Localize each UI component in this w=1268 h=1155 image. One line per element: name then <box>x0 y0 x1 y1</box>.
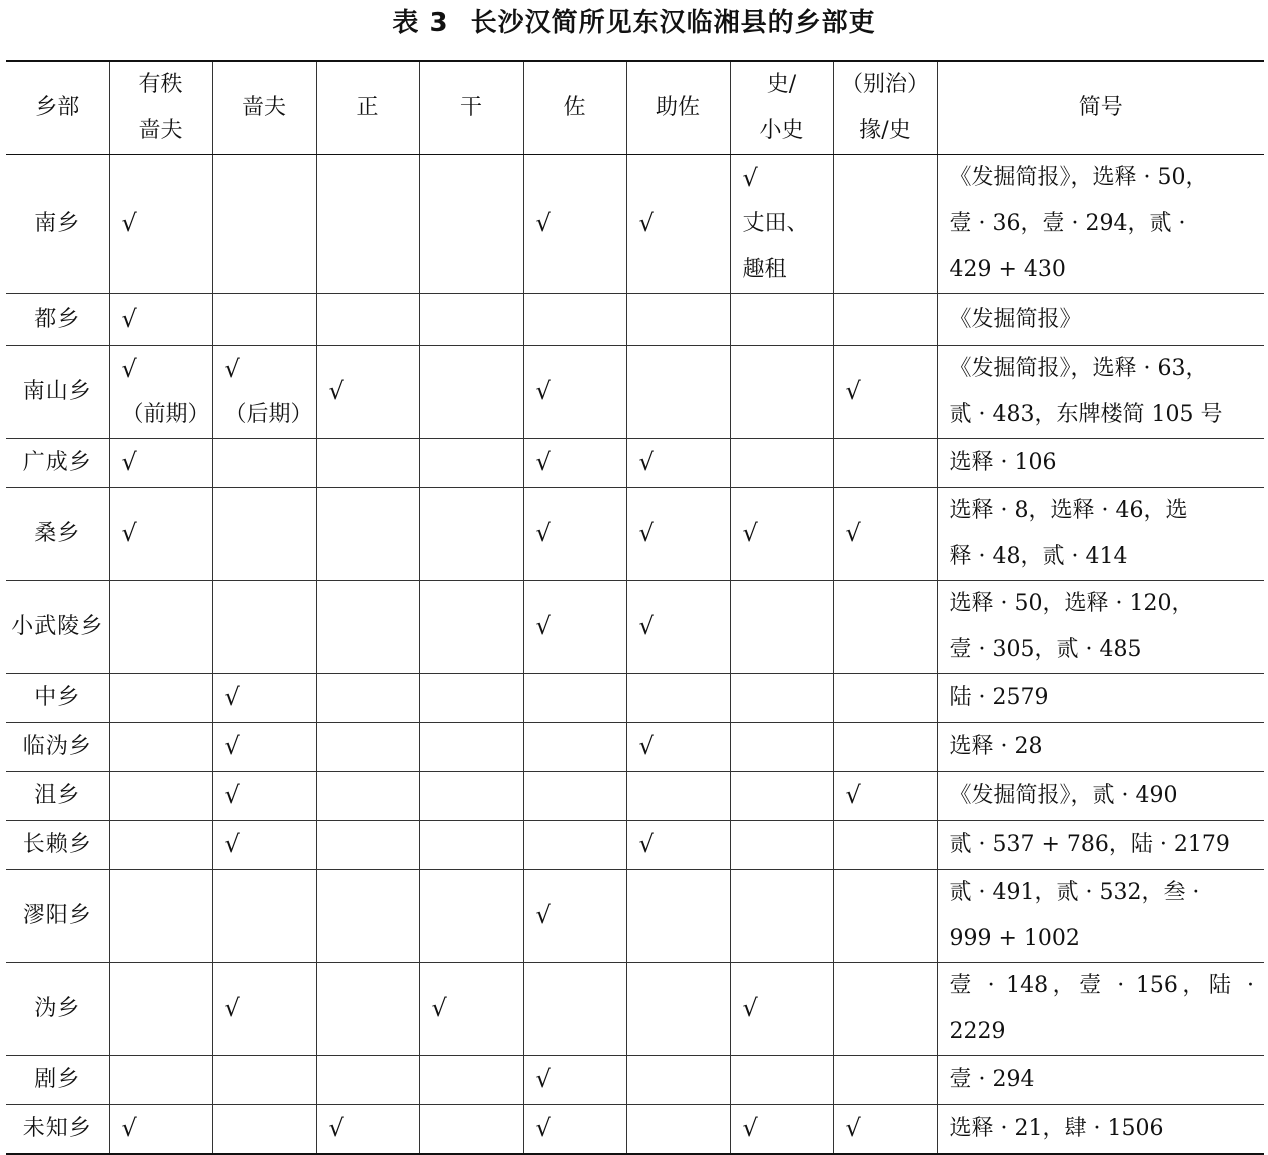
cell-gan <box>419 439 523 488</box>
cell-zheng <box>316 488 419 581</box>
slip-number-line: 贰 · 483，东牌楼简 105 号 <box>949 402 1223 427</box>
slip-number-cell <box>937 439 1264 488</box>
cell-zuo <box>523 963 626 1056</box>
cell-biezhi <box>833 1056 937 1105</box>
cell-biezhi <box>833 294 937 346</box>
cell-biezhi <box>833 963 937 1056</box>
cell-sefu <box>212 439 316 488</box>
slip-number-line: 《发掘简报》，选释 · 63， <box>949 356 1208 381</box>
cell-sefu <box>212 674 316 723</box>
cell-sefu <box>212 488 316 581</box>
table-row <box>6 870 1264 963</box>
table-number: 表 3 <box>392 8 449 38</box>
slip-number-line: 《发掘简报》 <box>949 306 1082 332</box>
slip-number-line: 壹 · 305，贰 · 485 <box>949 637 1142 662</box>
xiang-name-cell: 沩乡 <box>6 963 109 1056</box>
slip-number-cell <box>937 772 1264 821</box>
cell-zhuzuo <box>626 723 730 772</box>
cell-gan <box>419 963 523 1056</box>
check-mark: √ <box>535 1114 551 1142</box>
cell-note: （前期） <box>121 402 210 427</box>
check-mark: √ <box>535 1065 551 1093</box>
cell-gan <box>419 581 523 674</box>
check-mark: √ <box>638 519 654 547</box>
cell-zuo <box>523 674 626 723</box>
cell-biezhi <box>833 346 937 439</box>
slip-number-line: 《发掘简报》，贰 · 490 <box>949 783 1178 808</box>
cell-zuo <box>523 294 626 346</box>
cell-note: （后期） <box>224 402 313 427</box>
header-line: 小史 <box>759 118 804 143</box>
xiang-name-cell: 沮乡 <box>6 772 109 821</box>
xiang-name-cell: 剧乡 <box>6 1056 109 1105</box>
cell-sefu <box>212 821 316 870</box>
table-row <box>6 155 1264 294</box>
check-mark: √ <box>742 994 758 1022</box>
cell-sefu <box>212 1056 316 1105</box>
cell-biezhi <box>833 772 937 821</box>
xiang-name-cell: 南乡 <box>6 155 109 294</box>
check-mark: √ <box>638 612 654 640</box>
slip-number-line: 贰 · 537 + 786，陆 · 2179 <box>949 832 1230 857</box>
check-mark: √ <box>535 448 551 476</box>
cell-zuo <box>523 1056 626 1105</box>
check-mark: √ <box>224 683 240 711</box>
cell-zhuzuo <box>626 674 730 723</box>
cell-biezhi <box>833 674 937 723</box>
cell-shi <box>730 1056 833 1105</box>
xiang-name-cell: 漻阳乡 <box>6 870 109 963</box>
slip-number-cell <box>937 346 1264 439</box>
cell-zheng <box>316 674 419 723</box>
cell-biezhi <box>833 870 937 963</box>
xiang-name-cell: 小武陵乡 <box>6 581 109 674</box>
table-row <box>6 294 1264 346</box>
slip-number-line: 选释 · 28 <box>949 734 1043 759</box>
cell-youzhi <box>109 581 212 674</box>
slip-number-line: 选释 · 50，选释 · 120， <box>949 591 1194 616</box>
cell-shi <box>730 488 833 581</box>
cell-youzhi <box>109 1056 212 1105</box>
cell-gan <box>419 488 523 581</box>
cell-zuo <box>523 488 626 581</box>
cell-biezhi <box>833 439 937 488</box>
header-zheng: 正 <box>316 61 419 155</box>
cell-zheng <box>316 581 419 674</box>
check-mark: √ <box>535 209 551 237</box>
check-mark: √ <box>535 901 551 929</box>
slip-number-line: 释 · 48，贰 · 414 <box>949 544 1128 569</box>
slip-number-line: 选释 · 8，选释 · 46，选 <box>949 498 1188 523</box>
check-mark: √ <box>742 1114 758 1142</box>
table-row <box>6 674 1264 723</box>
cell-youzhi <box>109 439 212 488</box>
cell-shi <box>730 772 833 821</box>
header-jianhao: 简号 <box>937 61 1264 155</box>
table-row <box>6 821 1264 870</box>
cell-gan <box>419 723 523 772</box>
cell-sefu <box>212 155 316 294</box>
header-gan: 干 <box>419 61 523 155</box>
cell-zheng <box>316 963 419 1056</box>
cell-zheng <box>316 155 419 294</box>
check-mark: √ <box>638 830 654 858</box>
check-mark: √ <box>121 209 137 237</box>
table-row <box>6 488 1264 581</box>
cell-zhuzuo <box>626 963 730 1056</box>
cell-zhuzuo <box>626 1056 730 1105</box>
cell-sefu <box>212 963 316 1056</box>
cell-youzhi <box>109 1105 212 1155</box>
cell-zhuzuo <box>626 346 730 439</box>
header-zuo: 佐 <box>523 61 626 155</box>
header-shi <box>730 61 833 155</box>
check-mark: √ <box>121 519 137 547</box>
check-mark: √ <box>535 612 551 640</box>
header-line: 掾/史 <box>859 118 911 143</box>
slip-number-line: 选释 · 106 <box>949 450 1057 475</box>
check-mark: √ <box>431 994 447 1022</box>
header-line: 有秩 <box>138 72 183 97</box>
cell-youzhi <box>109 870 212 963</box>
check-mark: √ <box>638 209 654 237</box>
cell-gan <box>419 1056 523 1105</box>
table-row <box>6 439 1264 488</box>
cell-biezhi <box>833 821 937 870</box>
slip-number-line: 999 + 1002 <box>949 926 1080 951</box>
cell-youzhi <box>109 821 212 870</box>
check-mark: √ <box>121 1114 137 1142</box>
cell-shi <box>730 346 833 439</box>
cell-zheng <box>316 723 419 772</box>
check-mark: √ <box>224 355 240 383</box>
cell-zhuzuo <box>626 439 730 488</box>
cell-note: 丈田、 <box>742 211 809 236</box>
slip-number-line: 壹 · 148，壹 · 156，陆 · 2229 <box>949 973 1254 1044</box>
cell-gan <box>419 772 523 821</box>
check-mark: √ <box>328 1114 344 1142</box>
cell-youzhi <box>109 772 212 821</box>
slip-number-cell <box>937 155 1264 294</box>
cell-youzhi <box>109 723 212 772</box>
cell-youzhi <box>109 294 212 346</box>
slip-number-cell <box>937 963 1264 1056</box>
cell-zuo <box>523 870 626 963</box>
check-mark: √ <box>224 994 240 1022</box>
check-mark: √ <box>224 830 240 858</box>
cell-gan <box>419 155 523 294</box>
cell-zhuzuo <box>626 821 730 870</box>
cell-youzhi <box>109 155 212 294</box>
cell-gan <box>419 870 523 963</box>
check-mark: √ <box>535 519 551 547</box>
cell-sefu <box>212 772 316 821</box>
cell-shi <box>730 870 833 963</box>
slip-number-line: 《发掘简报》，选释 · 50， <box>949 165 1208 190</box>
slip-number-cell <box>937 821 1264 870</box>
cell-zuo <box>523 772 626 821</box>
cell-shi <box>730 674 833 723</box>
xiang-name-cell: 广成乡 <box>6 439 109 488</box>
table-row <box>6 346 1264 439</box>
cell-gan <box>419 674 523 723</box>
check-mark: √ <box>638 448 654 476</box>
slip-number-line: 壹 · 294 <box>949 1067 1035 1092</box>
cell-zheng <box>316 439 419 488</box>
cell-youzhi <box>109 963 212 1056</box>
officials-table <box>6 60 1264 1155</box>
cell-sefu <box>212 723 316 772</box>
xiang-name-cell: 桑乡 <box>6 488 109 581</box>
cell-biezhi <box>833 155 937 294</box>
cell-zhuzuo <box>626 488 730 581</box>
table-caption: 长沙汉简所见东汉临湘县的乡部吏 <box>470 8 876 38</box>
cell-shi <box>730 821 833 870</box>
check-mark: √ <box>845 1114 861 1142</box>
check-mark: √ <box>845 781 861 809</box>
cell-zheng <box>316 772 419 821</box>
cell-gan <box>419 1105 523 1155</box>
cell-sefu <box>212 294 316 346</box>
xiang-name-cell: 未知乡 <box>6 1105 109 1155</box>
table-row <box>6 963 1264 1056</box>
cell-zheng <box>316 294 419 346</box>
header-line: 啬夫 <box>138 118 183 143</box>
cell-zhuzuo <box>626 581 730 674</box>
xiang-name-cell: 南山乡 <box>6 346 109 439</box>
slip-number-cell <box>937 1105 1264 1155</box>
cell-biezhi <box>833 488 937 581</box>
cell-zuo <box>523 581 626 674</box>
cell-youzhi <box>109 346 212 439</box>
check-mark: √ <box>121 355 137 383</box>
cell-gan <box>419 346 523 439</box>
header-sefu: 啬夫 <box>212 61 316 155</box>
slip-number-line: 壹 · 36，壹 · 294，贰 · <box>949 211 1186 236</box>
xiang-name-cell: 中乡 <box>6 674 109 723</box>
cell-zhuzuo <box>626 294 730 346</box>
cell-zhuzuo <box>626 870 730 963</box>
cell-shi <box>730 1105 833 1155</box>
cell-biezhi <box>833 581 937 674</box>
cell-shi <box>730 581 833 674</box>
slip-number-line: 选释 · 21，肆 · 1506 <box>949 1116 1164 1141</box>
slip-number-cell <box>937 581 1264 674</box>
cell-shi <box>730 723 833 772</box>
slip-number-cell <box>937 1056 1264 1105</box>
header-row <box>6 61 1264 155</box>
cell-gan <box>419 821 523 870</box>
cell-zheng <box>316 1105 419 1155</box>
cell-zhuzuo <box>626 772 730 821</box>
table-row <box>6 723 1264 772</box>
cell-zuo <box>523 821 626 870</box>
cell-sefu <box>212 870 316 963</box>
cell-sefu <box>212 1105 316 1155</box>
header-xiangbu: 乡部 <box>6 61 109 155</box>
slip-number-cell <box>937 674 1264 723</box>
check-mark: √ <box>121 448 137 476</box>
check-mark: √ <box>328 377 344 405</box>
slip-number-cell <box>937 488 1264 581</box>
cell-gan <box>419 294 523 346</box>
table-row <box>6 772 1264 821</box>
slip-number-line: 陆 · 2579 <box>949 685 1049 710</box>
check-mark: √ <box>742 164 758 192</box>
cell-zhuzuo <box>626 155 730 294</box>
cell-biezhi <box>833 723 937 772</box>
xiang-name-cell: 都乡 <box>6 294 109 346</box>
cell-zheng <box>316 1056 419 1105</box>
table-body <box>6 155 1264 1155</box>
cell-zheng <box>316 821 419 870</box>
xiang-name-cell: 临沩乡 <box>6 723 109 772</box>
header-youzhi-sefu <box>109 61 212 155</box>
cell-shi <box>730 155 833 294</box>
cell-sefu <box>212 346 316 439</box>
slip-number-cell <box>937 723 1264 772</box>
cell-shi <box>730 294 833 346</box>
cell-biezhi <box>833 1105 937 1155</box>
cell-youzhi <box>109 488 212 581</box>
cell-zuo <box>523 1105 626 1155</box>
cell-sefu <box>212 581 316 674</box>
slip-number-cell <box>937 870 1264 963</box>
table-row <box>6 1105 1264 1155</box>
check-mark: √ <box>845 377 861 405</box>
slip-number-cell <box>937 294 1264 346</box>
xiang-name-cell: 长赖乡 <box>6 821 109 870</box>
cell-shi <box>730 963 833 1056</box>
table-row <box>6 581 1264 674</box>
check-mark: √ <box>742 519 758 547</box>
cell-zhuzuo <box>626 1105 730 1155</box>
cell-zuo <box>523 155 626 294</box>
cell-shi <box>730 439 833 488</box>
cell-zuo <box>523 439 626 488</box>
cell-zheng <box>316 346 419 439</box>
cell-zuo <box>523 723 626 772</box>
table-row <box>6 1056 1264 1105</box>
slip-number-line: 429 + 430 <box>949 257 1066 282</box>
header-zhuzuo: 助佐 <box>626 61 730 155</box>
check-mark: √ <box>121 304 137 333</box>
cell-youzhi <box>109 674 212 723</box>
header-line: （别治） <box>840 72 929 97</box>
slip-number-line: 贰 · 491，贰 · 532，叁 · <box>949 880 1200 905</box>
table-title <box>0 2 1268 44</box>
header-biezhi <box>833 61 937 155</box>
check-mark: √ <box>638 732 654 760</box>
check-mark: √ <box>845 519 861 547</box>
check-mark: √ <box>535 377 551 405</box>
cell-note: 趣租 <box>742 257 787 282</box>
check-mark: √ <box>224 732 240 760</box>
cell-zheng <box>316 870 419 963</box>
header-line: 史/ <box>766 72 797 97</box>
check-mark: √ <box>224 781 240 809</box>
cell-zuo <box>523 346 626 439</box>
